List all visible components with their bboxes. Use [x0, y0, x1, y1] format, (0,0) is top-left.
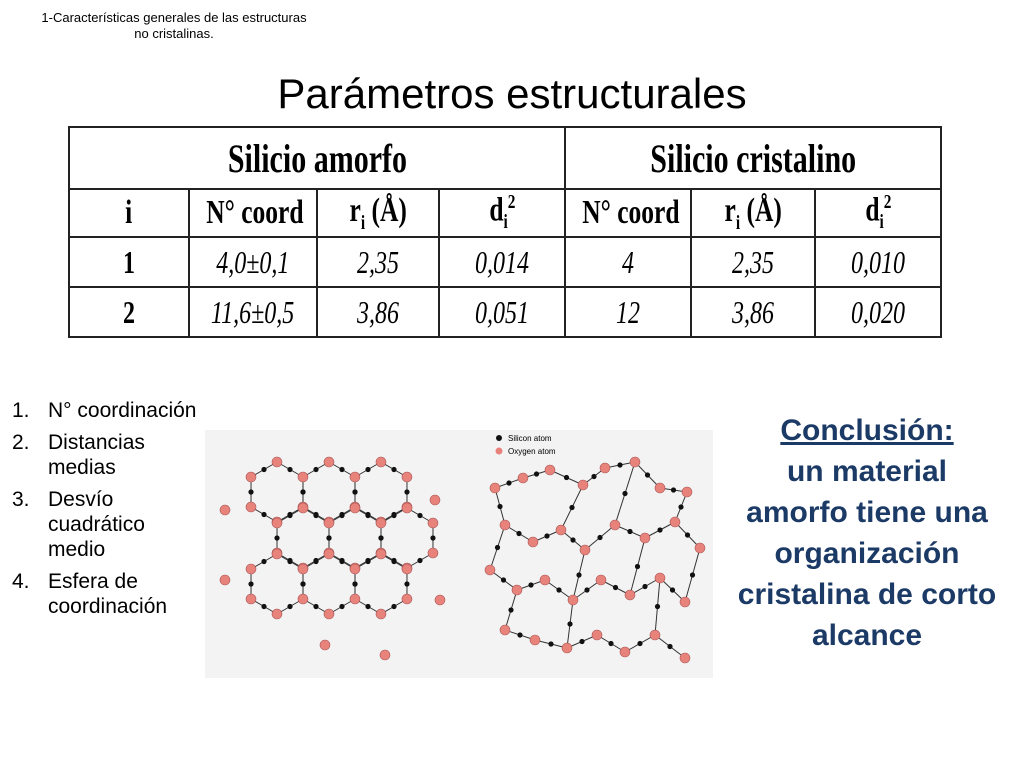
structural-parameters-table: [68, 126, 942, 338]
conclusion-text: un material amorfo tiene una organización cristalina de corto alcance: [737, 455, 997, 652]
silicon-atom: [517, 632, 522, 637]
crystalline-vs-amorphous-network-figure: [205, 430, 713, 678]
column-header-coord-amorphous: N° coord: [189, 189, 317, 237]
table-group-header-row: [69, 127, 941, 189]
column-header-r-amorphous: $r_i$ (Å): [317, 189, 439, 237]
silicon-atom: [365, 559, 370, 564]
oxygen-atom: [620, 647, 630, 657]
oxygen-atom: [580, 545, 590, 555]
silicon-atom: [365, 513, 370, 518]
oxygen-atom: [324, 549, 334, 559]
silicon-atom: [287, 559, 292, 564]
silicon-atom: [365, 604, 370, 609]
silicon-atom: [655, 604, 660, 609]
oxygen-atom: [625, 590, 635, 600]
silicon-atom: [570, 537, 575, 542]
silicon-atom: [287, 513, 292, 518]
silicon-atom: [657, 527, 662, 532]
list-item: 4. Esfera de coordinación: [12, 570, 168, 618]
silicon-atom: [352, 489, 357, 494]
page-title: Parámetros estructurales: [277, 70, 747, 117]
silicon-atom: [544, 533, 549, 538]
cell-i: 1: [69, 237, 189, 287]
silicon-atom: [430, 535, 435, 540]
oxygen-atom: [500, 625, 510, 635]
oxygen-atom: [272, 549, 282, 559]
silicon-atom: [352, 581, 357, 586]
oxygen-atom: [220, 575, 230, 585]
cell-r-crystalline: 2,35: [691, 237, 815, 287]
oxygen-atom: [655, 483, 665, 493]
conclusion-box: [732, 410, 1002, 656]
oxygen-atom: [530, 635, 540, 645]
silicon-atom: [339, 513, 344, 518]
atomic-network-drawing: [205, 430, 713, 678]
oxygen-atom: [650, 630, 660, 640]
oxygen-atom: [376, 549, 386, 559]
oxygen-atom: [272, 457, 282, 467]
cell-coord-amorphous: 11,6±0,5: [189, 287, 317, 337]
list-item: 2. Distancias medias: [12, 431, 145, 479]
silicon-atom: [617, 462, 622, 467]
table-column-header-row: [69, 189, 941, 237]
silicon-atom: [528, 582, 533, 587]
silicon-atom: [417, 558, 422, 563]
silicon-atom: [622, 491, 627, 496]
column-header-i: i: [69, 189, 189, 237]
silicon-atom: [404, 489, 409, 494]
oxygen-atom: [430, 495, 440, 505]
silicon-atom: [261, 559, 266, 564]
oxygen-atom: [695, 543, 705, 553]
silicon-atom: [508, 607, 513, 612]
oxygen-atom: [380, 650, 390, 660]
silicon-atom: [248, 489, 253, 494]
conclusion-title: Conclusión:: [780, 414, 954, 447]
section-heading: [24, 10, 324, 42]
silicon-atom: [404, 581, 409, 586]
oxygen-atom: [350, 503, 360, 513]
silicon-atom: [627, 529, 632, 534]
figure-legend: [496, 434, 556, 456]
oxygen-atom: [402, 564, 412, 574]
oxygen-atom: [220, 505, 230, 515]
oxygen-atom: [490, 483, 500, 493]
oxygen-atom: [298, 564, 308, 574]
oxygen-atom: [376, 609, 386, 619]
oxygen-atom: [562, 643, 572, 653]
column-header-r-crystalline: $r_i$ (Å): [691, 189, 815, 237]
silicon-atom: [642, 584, 647, 589]
oxygen-atom: [350, 594, 360, 604]
silicon-atom: [274, 535, 279, 540]
silicon-atom: [501, 577, 506, 582]
oxygen-atom: [500, 520, 510, 530]
oxygen-atom: [272, 609, 282, 619]
oxygen-atom: [298, 472, 308, 482]
oxygen-atom: [246, 594, 256, 604]
oxygen-atom: [298, 594, 308, 604]
oxygen-atom: [655, 573, 665, 583]
silicon-atom: [261, 467, 266, 472]
oxygen-atom: [518, 473, 528, 483]
silicon-atom: [339, 559, 344, 564]
oxygen-atom: [350, 564, 360, 574]
cell-coord-crystalline: 12: [565, 287, 691, 337]
oxygen-atom: [428, 548, 438, 558]
legend-silicon-label: Silicon atom: [508, 434, 552, 443]
oxygen-atom: [592, 630, 602, 640]
silicon-atom: [556, 587, 561, 592]
silicon-atom: [670, 587, 675, 592]
list-item: 3. Desvío cuadrático medio: [12, 488, 145, 561]
silicon-atom: [391, 559, 396, 564]
cell-d-crystalline: 0,010: [815, 237, 941, 287]
cell-r-crystalline: 3,86: [691, 287, 815, 337]
silicon-atom: [608, 641, 613, 646]
oxygen-atom: [376, 518, 386, 528]
silicon-atom: [579, 639, 584, 644]
silicon-atom: [300, 489, 305, 494]
oxygen-atom: [324, 609, 334, 619]
oxygen-atom: [350, 472, 360, 482]
cell-d-amorphous: 0,051: [439, 287, 565, 337]
silicon-atom: [637, 641, 642, 646]
silicon-atom: [313, 559, 318, 564]
oxygen-atom: [435, 595, 445, 605]
silicon-atom: [287, 604, 292, 609]
silicon-atom: [391, 467, 396, 472]
column-header-coord-crystalline: N° coord: [565, 189, 691, 237]
silicon-atom: [597, 535, 602, 540]
list-item: 1. N° coordinación: [12, 399, 197, 422]
group-header-crystalline: Silicio cristalino: [565, 127, 941, 189]
oxygen-atom: [556, 525, 566, 535]
silicon-atom: [516, 531, 521, 536]
silicon-atom: [497, 504, 502, 509]
cell-d-crystalline: 0,020: [815, 287, 941, 337]
silicon-atom: [326, 535, 331, 540]
oxygen-atom: [682, 487, 692, 497]
silicon-atom: [261, 604, 266, 609]
oxygen-atom: [680, 653, 690, 663]
cell-r-amorphous: 3,86: [317, 287, 439, 337]
silicon-atom: [391, 513, 396, 518]
oxygen-atom: [680, 597, 690, 607]
silicon-atom: [548, 641, 553, 646]
silicon-atom: [339, 604, 344, 609]
table-row: [69, 237, 941, 287]
oxygen-atom: [610, 520, 620, 530]
group-header-amorphous: Silicio amorfo: [69, 127, 565, 189]
silicon-atom: [569, 505, 574, 510]
silicon-atom: [613, 585, 618, 590]
oxygen-atom: [320, 640, 330, 650]
silicon-atom: [564, 475, 569, 480]
section-heading-line-1: 1-Características generales de las estructuras: [41, 10, 307, 25]
column-header-d-crystalline: $d_i^2$: [815, 189, 941, 237]
legend-silicon-marker: [496, 435, 502, 441]
legend-oxygen-marker: [496, 448, 503, 455]
cell-i: 2: [69, 287, 189, 337]
silicon-atom: [313, 513, 318, 518]
silicon-atom: [417, 513, 422, 518]
silicon-atom: [313, 467, 318, 472]
oxygen-atom: [512, 585, 522, 595]
oxygen-atom: [402, 503, 412, 513]
oxygen-atom: [324, 518, 334, 528]
cell-d-amorphous: 0,014: [439, 237, 565, 287]
silicon-atom: [391, 604, 396, 609]
section-heading-line-2: no cristalinas.: [134, 26, 214, 41]
silicon-atom: [534, 471, 539, 476]
legend-oxygen-label: Oxygen atom: [508, 447, 556, 456]
silicon-atom: [365, 467, 370, 472]
oxygen-atom: [428, 518, 438, 528]
silicon-atom: [248, 581, 253, 586]
oxygen-atom: [324, 457, 334, 467]
oxygen-atom: [246, 564, 256, 574]
oxygen-atom: [640, 533, 650, 543]
oxygen-atom: [568, 595, 578, 605]
oxygen-atom: [402, 594, 412, 604]
silicon-atom: [300, 581, 305, 586]
oxygen-atom: [600, 463, 610, 473]
silicon-atom: [635, 564, 640, 569]
cell-coord-amorphous: 4,0±0,1: [189, 237, 317, 287]
silicon-atom: [261, 512, 266, 517]
oxygen-atom: [540, 575, 550, 585]
concept-list: [12, 398, 202, 626]
oxygen-atom: [246, 502, 256, 512]
silicon-atom: [339, 467, 344, 472]
oxygen-atom: [528, 537, 538, 547]
silicon-atom: [576, 572, 581, 577]
oxygen-atom: [376, 457, 386, 467]
silicon-atom: [685, 532, 690, 537]
table-row: [69, 287, 941, 337]
oxygen-atom: [670, 517, 680, 527]
silicon-atom: [378, 535, 383, 540]
oxygen-atom: [246, 472, 256, 482]
column-header-d-amorphous: $d_i^2$: [439, 189, 565, 237]
oxygen-atom: [545, 465, 555, 475]
silicon-atom: [667, 644, 672, 649]
oxygen-atom: [578, 480, 588, 490]
oxygen-atom: [485, 565, 495, 575]
oxygen-atom: [596, 575, 606, 585]
silicon-atom: [313, 604, 318, 609]
cell-r-amorphous: 2,35: [317, 237, 439, 287]
silicon-atom: [495, 545, 500, 550]
cell-coord-crystalline: 4: [565, 237, 691, 287]
oxygen-atom: [630, 457, 640, 467]
silicon-atom: [506, 480, 511, 485]
silicon-atom: [591, 474, 596, 479]
silicon-atom: [584, 587, 589, 592]
silicon-atom: [287, 467, 292, 472]
oxygen-atom: [402, 472, 412, 482]
silicon-atom: [690, 572, 695, 577]
silicon-atom: [671, 487, 676, 492]
silicon-atom: [645, 472, 650, 477]
silicon-atom: [678, 504, 683, 509]
silicon-atom: [567, 621, 572, 626]
oxygen-atom: [298, 503, 308, 513]
oxygen-atom: [272, 518, 282, 528]
